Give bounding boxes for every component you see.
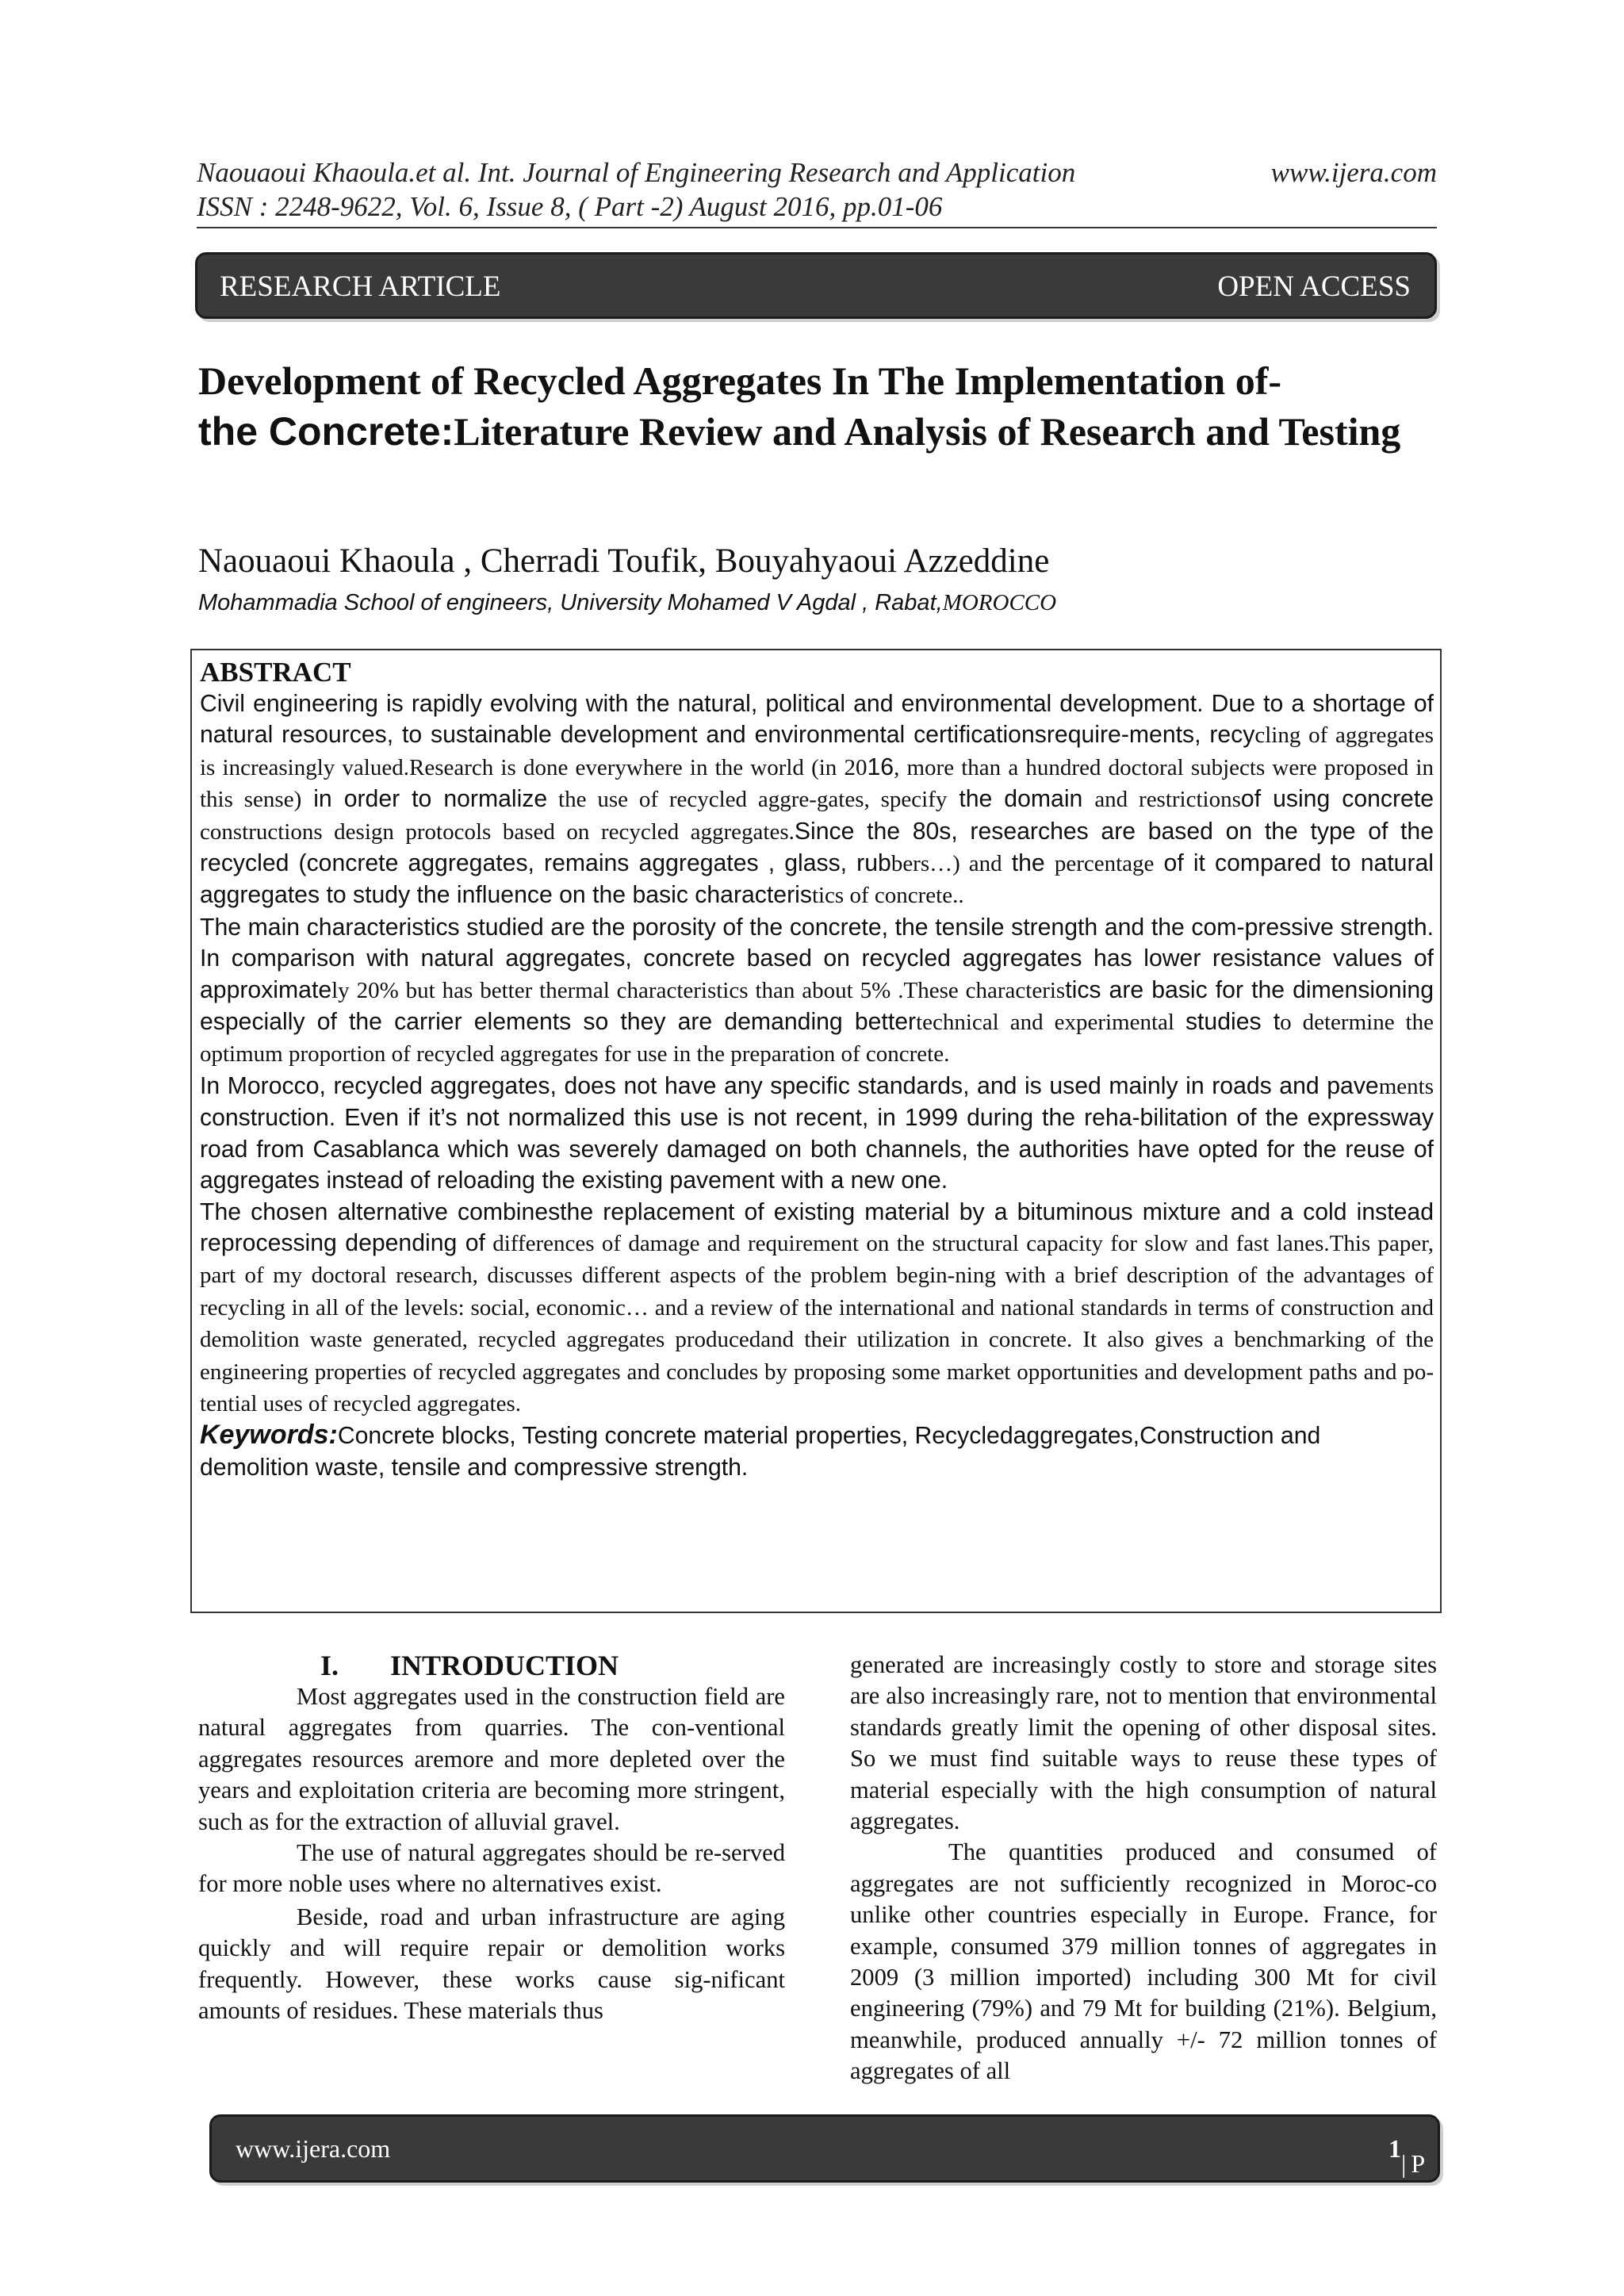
- abstract-text: the domain: [947, 786, 1095, 813]
- journal-citation-line-1: Naouaoui Khaoula.et al. Int. Journal of Engineering Research and Application: [197, 157, 1076, 188]
- open-access-label: OPEN ACCESS: [1217, 270, 1411, 303]
- abstract-text: construction. Even if it’s not normalized this use is not recent, in 1999 during the reha-bilitation of the expressway road from Casablanca which was severely damaged on both channels, the authorities have opted for the reuse of aggregates instead of reloading the existing pavement with a new one.: [200, 1105, 1434, 1194]
- abstract-text: bers…) and: [891, 851, 1002, 877]
- running-header: [197, 155, 1437, 232]
- page-number: 1: [1388, 2134, 1401, 2163]
- abstract-text: The chosen alternative combinesthe replacement of existing material by a bituminous mixture and a cold instead reprocessing depending of: [200, 1198, 1434, 1256]
- abstract-text: the use of recycled aggre-gates, specify: [547, 787, 948, 813]
- body-paragraph: The use of natural aggregates should be re-served for more noble uses where no alternatives exist.: [198, 1839, 785, 1898]
- abstract-text: constructions design protocols based on recycled aggregates.: [200, 818, 795, 845]
- abstract-heading: ABSTRACT: [200, 657, 351, 688]
- abstract-text: cling of aggregates is increasingly valued.Research is done everywhere in the world (in 20: [200, 723, 1434, 780]
- page-label: |P a g e: [1401, 2149, 1430, 2266]
- abstract-text: of it compared to natural aggregates to study the influence on the basic characteris: [200, 850, 1434, 909]
- abstract-box: [190, 649, 1442, 1613]
- abstract-text: The main characteristics studied are the porosity of the concrete, the tensile strength and the com-pressive strength. In comparison with natural aggregates, concrete based on recycled aggregates has lower resistance values of approximate: [200, 914, 1434, 1003]
- abstract-text: studies t: [1185, 1009, 1281, 1036]
- abstract-text: ctoral subjects were proposed in this sense): [200, 754, 1434, 813]
- footer-website: www.ijera.com: [236, 2134, 391, 2163]
- header-rule: [197, 227, 1437, 228]
- title-part-3: Literature Review and Analysis of Research and Testing: [454, 409, 1401, 454]
- title-part-2: the Concrete:: [198, 409, 454, 454]
- research-article-label: RESEARCH ARTICLE: [220, 270, 501, 303]
- journal-website: www.ijera.com: [1270, 157, 1437, 188]
- right-column: [850, 1650, 1437, 2087]
- abstract-text: In Morocco, recycled aggregates, does not have any specific standards, and is used mainly in roads and pave: [200, 1072, 1379, 1099]
- body-paragraph: Most aggregates used in the construction field are natural aggregates from quarries. The con-ventional aggregates resources aremore and more depleted over the years and exploitation criteria are becoming more stringent, such as for the extraction of alluvial gravel.: [198, 1683, 785, 1835]
- paper-title: [198, 355, 1443, 457]
- keywords: [200, 1420, 1434, 1483]
- abstract-paragraph-3: [200, 1071, 1434, 1197]
- abstract-text: of using concrete: [1240, 786, 1434, 813]
- introduction-heading: [198, 1650, 785, 1681]
- affiliation-institution: Mohammadia School of engineers, University Mohamed V Agdal , Rabat,: [198, 590, 943, 615]
- body-paragraph: The quantities produced and consumed of aggregates are not sufficiently recognized in Moroc-co unlike other countries especially in Europe. France, for example, consumed 379 million tonnes of aggregates in 2009 (3 million imported) including 300 Mt for civil engineering (79%) and 79 Mt for building (21%). Belgium, meanwhile, produced annually +/- 72 million tonnes of aggregates of all: [850, 1838, 1437, 2085]
- abstract-text: tics of concrete..: [811, 883, 964, 909]
- abstract-paragraph-1: [200, 688, 1434, 912]
- keywords-label: Keywords:: [200, 1420, 338, 1451]
- abstract-text: Since the 80s, researches are based on the type of the recycled (concrete aggregates, remains aggregates , glass, rub: [200, 818, 1434, 877]
- abstract-text: in order to normalize: [301, 786, 548, 813]
- article-type-banner: [195, 252, 1437, 319]
- affiliation-country: MOROCCO: [942, 590, 1057, 615]
- page-indicator: [1388, 2134, 1430, 2266]
- abstract-text: tics are basic for the dimensioning especially of the carrier elements so they are demanding better: [200, 976, 1434, 1036]
- abstract-text: , more than a hundred do: [894, 754, 1132, 780]
- abstract-text: 16: [867, 753, 894, 780]
- abstract-text: ments: [1378, 1073, 1434, 1099]
- title-part-1: Development of Recycled Aggregates In The Implementation of-: [198, 358, 1282, 403]
- footer-banner: [209, 2114, 1440, 2266]
- abstract-text: differences of damage and requirement on the structural capacity for slow and fast lanes.This paper, part of my doctoral research, discusses different aspects of the problem begin-ning with a brief description of the advantages of recycling in all of the levels: social, economic… and a review of the international and national standards in terms of construction and demolition waste generated, recycled aggregates producedand their utilization in concrete. It also gives a benchmarking of the engineering properties of recycled aggregates and concludes by proposing some market opportunities and development paths and po-tential uses of recycled aggregates.: [200, 1230, 1434, 1416]
- authors: Naouaoui Khaoula , Cherradi Toufik, Bouyahyaoui Azzeddine: [198, 542, 1050, 580]
- abstract-paragraph-4: [200, 1197, 1434, 1420]
- section-number: I.: [320, 1650, 339, 1681]
- abstract-text: technical and experimental: [916, 1010, 1185, 1036]
- body-paragraph: generated are increasingly costly to store and storage sites are also increasingly rare, not to mention that environmental standards greatly limit the opening of other disposal sites. So we must find suitable ways to reuse these types of material especially with the high consumption of natural aggregates.: [850, 1651, 1437, 1835]
- left-column: [198, 1650, 785, 2026]
- abstract-text: Civil engineering is rapidly evolving with the natural, political and environmental development. Due to a shortage of natural resources, to sustainable development and environmental certificationsrequire-ments, recy: [200, 691, 1434, 749]
- affiliation: [198, 588, 1056, 617]
- abstract-text: and restrictions: [1094, 787, 1241, 813]
- abstract-text: percentage: [1054, 851, 1155, 877]
- body-paragraph: Beside, road and urban infrastructure are aging quickly and will require repair or demolition works frequently. However, these works cause sig-nificant amounts of residues. These materials thus: [198, 1903, 785, 2025]
- abstract-text: ly 20% but has better thermal characteristics than about 5% .These characteris: [331, 977, 1066, 1003]
- section-title: INTRODUCTION: [390, 1650, 619, 1681]
- journal-citation-line-2: ISSN : 2248-9622, Vol. 6, Issue 8, ( Part -2) August 2016, pp.01-06: [197, 191, 943, 222]
- abstract-paragraph-2: [200, 912, 1434, 1071]
- keywords-text: Concrete blocks, Testing concrete material properties, Recycledaggregates,Construction and demolition waste, tensile and compressive strength.: [200, 1423, 1321, 1481]
- abstract-text: the: [1002, 850, 1055, 877]
- abstract-text: o determine the optimum proportion of recycled aggregates for use in the preparation of concrete.: [200, 1010, 1434, 1068]
